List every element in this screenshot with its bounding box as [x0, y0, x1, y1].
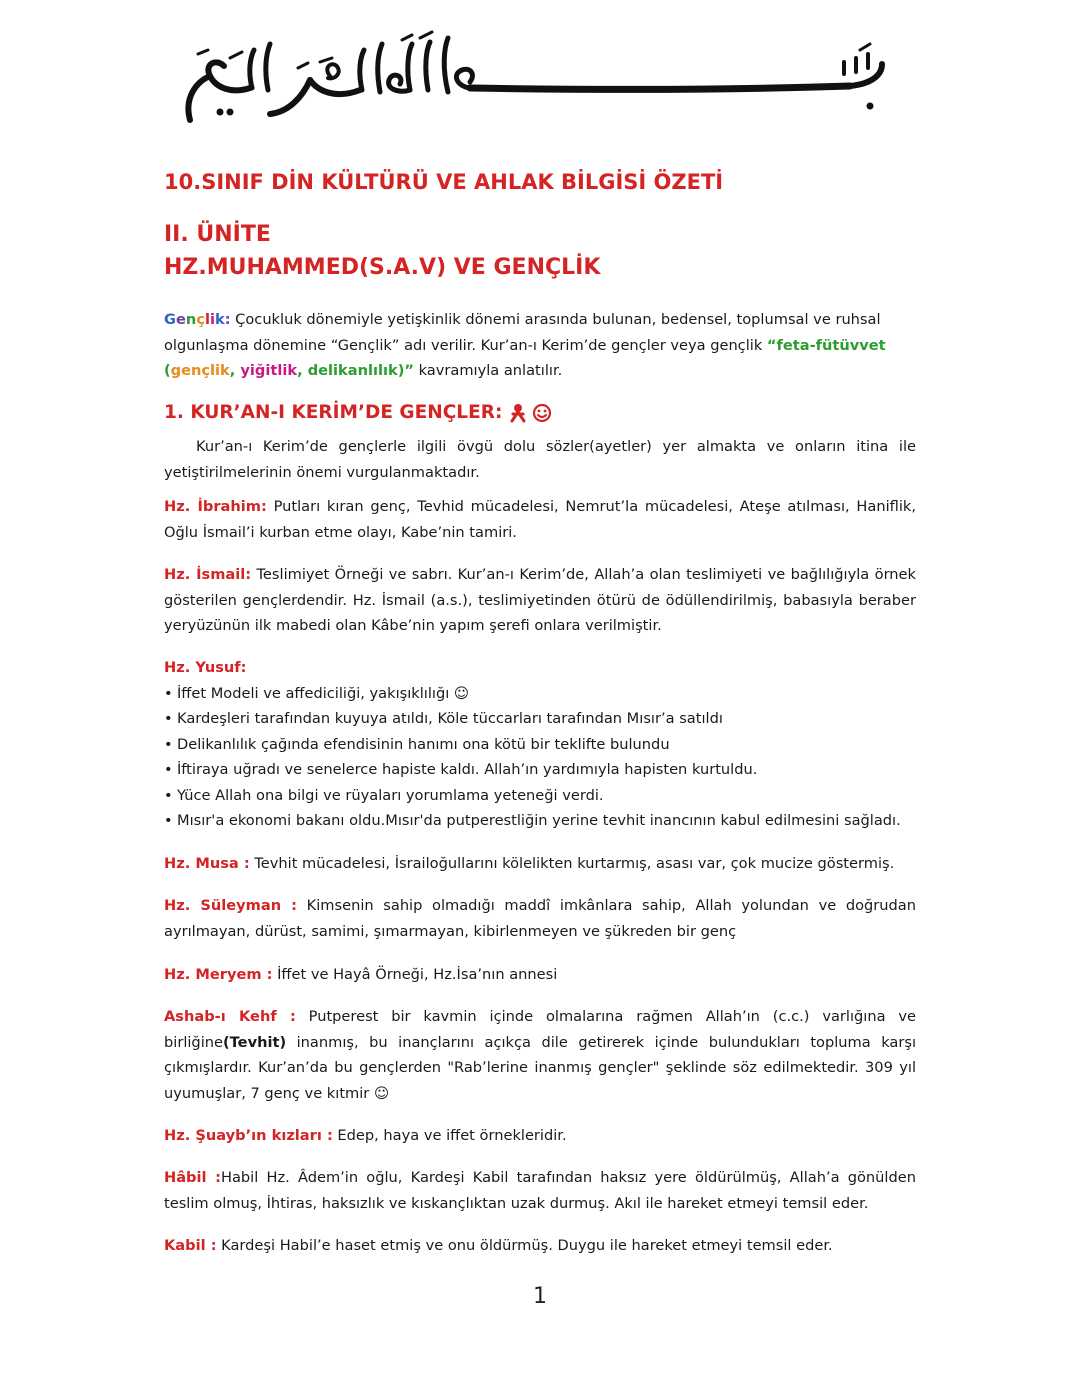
- list-item: • Delikanlılık çağında efendisinin hanımı ona kötü bir teklifte bulundu: [164, 732, 916, 758]
- list-item: • Mısır'a ekonomi bakanı oldu.Mısır'da putperestliğin yerine tevhit inancının kabul edilmesini sağladı.: [164, 808, 916, 834]
- entry-label: Hz. Musa :: [164, 855, 250, 872]
- genclik-definition: Gençlik: Çocukluk dönemiyle yetişkinlik dönemi arasında bulunan, bedensel, toplumsal ve ruhsal olgunlaşma dönemine “Gençlik” adı verilir. Kur’an-ı Kerim’de gençler veya gençlik “feta-fütüvvet (gençlik, yiğitlik, delikanlılık)” kavramıyla anlatılır.: [164, 311, 886, 379]
- entry-kabil: Kabil : Kardeşi Habil’e haset etmiş ve onu öldürmüş. Duygu ile hareket etmeyi temsil eder.: [164, 1237, 833, 1254]
- person-icon: [508, 403, 528, 423]
- entry-habil: Hâbil :Habil Hz. Âdem’in oğlu, Kardeşi Kabil tarafından haksız yere öldürülmüş, Allah’a gönülden teslim olmuş, İhtiras, haksızlık ve kıskançlıktan uzak durmuş. Akıl ile hareket etmeyi temsil eder.: [164, 1169, 916, 1212]
- list-item: • Yüce Allah ona bilgi ve rüyaları yorumlama yeteneği verdi.: [164, 783, 916, 809]
- document-title: 10.SINIF DİN KÜLTÜRÜ VE AHLAK BİLGİSİ ÖZETİ: [164, 170, 724, 194]
- genclik-label: Gençlik:: [164, 311, 231, 328]
- entry-ibrahim: Hz. İbrahim: Putları kıran genç, Tevhid mücadelesi, Nemrut’la mücadelesi, Ateşe atılması, Haniflik, Oğlu İsmail’i kurban etme olayı, Kabe’nin tamiri.: [164, 498, 916, 541]
- feta-term: “feta-fütüvvet: [766, 336, 886, 354]
- unit-subtitle: HZ.MUHAMMED(S.A.V) VE GENÇLİK: [164, 255, 601, 280]
- entry-label: Hz. Süleyman :: [164, 897, 298, 914]
- entry-suleyman: Hz. Süleyman : Kimsenin sahip olmadığı maddî imkânlara sahip, Allah yolundan ve doğrudan ayrılmayan, dürüst, samimi, şımarmayan, kibirlenmeyen ve şükreden bir genç: [164, 897, 916, 940]
- term-yigitlik: yiğitlik: [240, 362, 298, 379]
- list-item: • İftiraya uğradı ve senelerce hapiste kaldı. Allah’ın yardımıyla hapisten kurtuldu.: [164, 757, 916, 783]
- entry-musa: Hz. Musa : Tevhit mücadelesi, İsrailoğullarını kölelikten kurtarmış, asası var, çok mucize göstermiş.: [164, 855, 895, 872]
- entry-label: Hz. Meryem :: [164, 966, 273, 983]
- term-delikanlilik: delikanlılık: [307, 362, 398, 379]
- entry-suayb: Hz. Şuayb’ın kızları : Edep, haya ve iffet örnekleridir.: [164, 1127, 567, 1144]
- entry-label: Hâbil :: [164, 1169, 221, 1186]
- entry-label: Hz. Şuayb’ın kızları :: [164, 1127, 333, 1144]
- entry-label: Kabil :: [164, 1237, 217, 1254]
- entry-ismail: Hz. İsmail: Teslimiyet Örneği ve sabrı. Kur’an-ı Kerim’de, Allah’a olan teslimiyeti ve bağlılığıyla örnek gösterilen gençlerdendir. Hz. İsmail (a.s.), teslimiyetinden ötürü de ödüllendirilmiş, babasıyla beraber yeryüzünün ilk mabedi olan Kâbe’nin yapım şerefi onlara verilmiştir.: [164, 566, 916, 634]
- entry-meryem: Hz. Meryem : İffet ve Hayâ Örneği, Hz.İsa’nın annesi: [164, 966, 558, 983]
- entry-yusuf: [164, 655, 916, 834]
- list-item: • İffet Modeli ve affediciliği, yakışıklılığı ☺: [164, 681, 916, 707]
- entry-label: Hz. İsmail:: [164, 566, 252, 583]
- entry-label: Hz. İbrahim:: [164, 498, 267, 515]
- entry-label: Ashab-ı Kehf :: [164, 1008, 296, 1025]
- term-genclik: gençlik: [170, 362, 230, 379]
- entry-ashab-kehf: Ashab-ı Kehf : Putperest bir kavmin içinde olmalarına rağmen Allah’ın (c.c.) varlığına ve birliğine(Tevhit) inanmış, bu inançlarını açıkça dile getirerek içinde bulundukları topluma karşı çıkmışlardır. Kur’an’da bu gençlerden "Rab’lerine inanmış gençler" şeklinde söz edilmektedir. 309 yıl uyumuşlar, 7 genç ve kıtmir ☺: [164, 1008, 916, 1102]
- unit-heading: II. ÜNİTE: [164, 222, 271, 247]
- section-heading: 1. KUR’AN-I KERİM’DE GENÇLER:: [164, 402, 552, 423]
- basmala-calligraphy: [170, 28, 900, 128]
- smiley-icon: [532, 403, 552, 423]
- page-number: 1: [533, 1284, 547, 1309]
- list-item: • Kardeşleri tarafından kuyuya atıldı, Köle tüccarları tarafından Mısır’a satıldı: [164, 706, 916, 732]
- section-intro: Kur’an-ı Kerim’de gençlerle ilgili övgü dolu sözler(ayetler) yer almakta ve onların itina ile yetiştirilmelerinin önemi vurgulanmaktadır.: [164, 438, 916, 481]
- entry-label: Hz. Yusuf:: [164, 659, 247, 676]
- yusuf-bullet-list: [164, 681, 916, 834]
